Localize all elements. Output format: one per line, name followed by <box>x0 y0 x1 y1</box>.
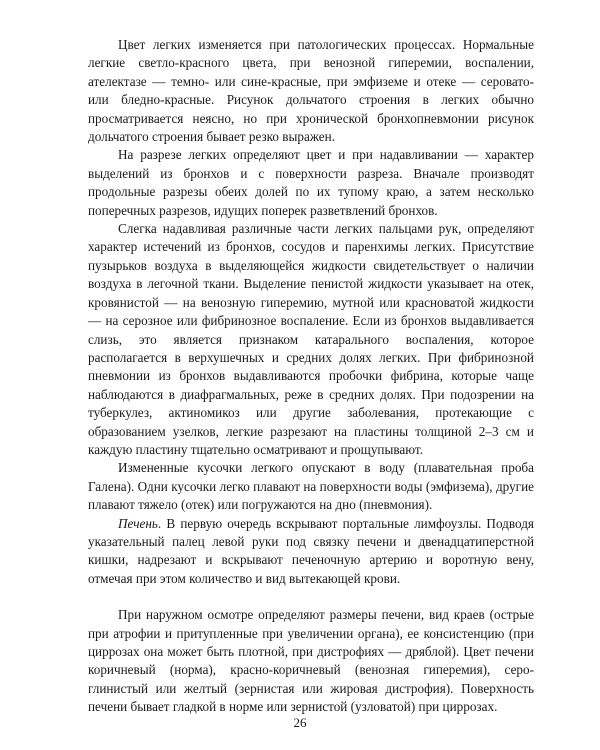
liver-heading: Печень <box>118 515 158 531</box>
liver-text: . В первую очередь вскрывают портальные лимфоузлы. Подводя указательный палец левой руки под связку печени и двенадцатиперстной кишки, надрезают и вскрывают печеночную артерию и воротную вену, отмечая при этом количество и вид вытекающей крови. <box>88 515 534 586</box>
paragraph-galen-test: Измененные кусочки легкого опускают в воду (плавательная проба Галена). Одни кусочки легко плавают на поверхности воды (эмфизема), другие плавают тяжело (отек) или погружаются на дно (пневмония). <box>88 460 534 513</box>
page-body <box>88 36 534 717</box>
paragraph-lung-color: Цвет легких изменяется при патологических процессах. Нормальные легкие светло-красного цвета, при венозной гиперемии, воспалении, ателектазе — темно- или сине-красные, при эмфиземе и отеке — серовато- или бледно-красные. Рисунок дольчатого строения в легких обычно просматривается неясно, но при хронической бронхопневмонии рисунок дольчатого строения бывает резко выражен. <box>88 37 534 145</box>
paragraph-liver-exam: При наружном осмотре определяют размеры печени, вид краев (острые при атрофии и притупленные при увеличении органа), ее консистенцию (при циррозах она может быть плотной, при дистрофиях — дряблой). Цвет печени коричневый (норма), красно-коричневый (венозная гиперемия), серо-глинистый или желтый (зернистая или жировая дистрофия). Поверхность печени бывает гладкой в норме или зернистой (узловатой) при циррозах. <box>88 607 534 715</box>
page-number: 26 <box>293 715 307 730</box>
paragraph-lung-section: На разрезе легких определяют цвет и при надавливании — характер выделений из бронхов и с поверхности разреза. Вначале производят продольные разрезы обеих долей по их тупому краю, а затем несколько поперечных разрезов, идущих поперек разветвлений бронхов. <box>88 147 534 218</box>
paragraph-liver <box>88 515 534 589</box>
paragraph-lung-palpation: Слегка надавливая различные части легких пальцами рук, определяют характер истечений из бронхов, сосудов и паренхимы легких. Присутствие пузырьков воздуха в выделяющейся жидкости свидетельствует о наличии воздуха в легочной ткани. Выделение пенистой жидкости указывает на отек, кровянистой — на венозную гиперемию, мутной или красноватой жидкости — на серозное или фибринозное воспаление. Если из бронхов выдавливается слизь, это является признаком катарального воспаления, которое располагается в верхушечных и средних долях легких. При фибринозной пневмонии из бронхов выдавливаются пробочки фибрина, которые чаще наблюдаются в диафрагмальных, реже в средних долях. При подозрении на туберкулез, актиномикоз или другие заболевания, протекающие с образованием узелков, легкие разрезают на пластины толщиной 2–3 см и каждую пластину тщательно осматривают и прощупывают. <box>88 221 534 457</box>
